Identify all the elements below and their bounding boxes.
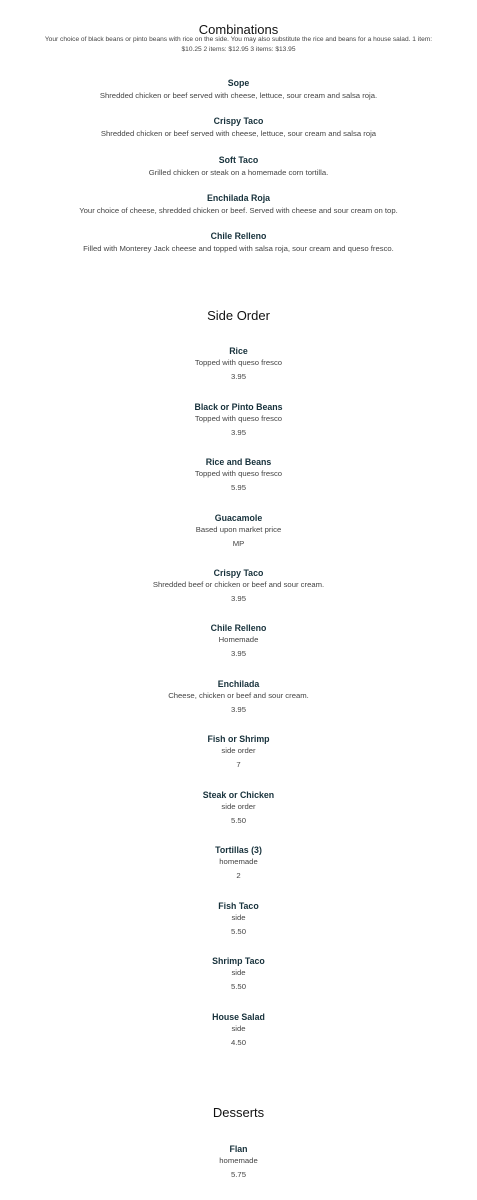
menu-item [0, 456, 477, 494]
menu-item-description: Topped with queso fresco [194, 358, 283, 367]
menu-item-description: Cheese, chicken or beef and sour cream. [168, 691, 309, 700]
menu-item-price: 3.95 [231, 649, 246, 658]
menu-item-description: Grilled chicken or steak on a homemade corn tortilla. [148, 168, 329, 177]
menu-item-price: 5.50 [231, 982, 246, 991]
menu-item-name: Enchilada Roja [206, 193, 271, 203]
menu-item-price: 5.95 [231, 483, 246, 492]
menu-item-name: House Salad [212, 1012, 265, 1022]
menu-item-name: Tortillas (3) [215, 845, 262, 855]
menu-item [0, 1143, 477, 1181]
menu-item [0, 512, 477, 550]
menu-item-description: Homemade [218, 635, 259, 644]
menu-item-price: 3.95 [231, 594, 246, 603]
menu-item-name: Sope [227, 78, 250, 88]
menu-item [0, 733, 477, 771]
menu-item [0, 401, 477, 439]
menu-item-name: Soft Taco [218, 155, 259, 165]
menu-item-name: Black or Pinto Beans [194, 402, 283, 412]
menu-item-price: 2 [236, 871, 241, 880]
menu-item-description: side [231, 1024, 246, 1033]
menu-item-name: Crispy Taco [213, 116, 264, 126]
menu-item [0, 955, 477, 993]
menu-item-price: 5.50 [231, 927, 246, 936]
menu-item [0, 622, 477, 660]
menu-item-description: Shredded chicken or beef served with cheese, lettuce, sour cream and salsa roja [100, 129, 377, 138]
menu-item-name: Guacamole [214, 513, 263, 523]
menu-item-price: 3.95 [231, 372, 246, 381]
menu-item [0, 789, 477, 827]
menu-item-name: Rice [229, 346, 248, 356]
menu-item-name: Fish Taco [218, 901, 259, 911]
menu-item-description: Your choice of cheese, shredded chicken or beef. Served with cheese and sour cream on top. [79, 206, 398, 215]
section-title-combinations: Combinations [198, 22, 279, 37]
menu-item-description: homemade [219, 857, 258, 866]
menu-item-price: 3.95 [231, 428, 246, 437]
menu-item [0, 77, 477, 102]
menu-item-description: Topped with queso fresco [194, 414, 283, 423]
menu-item-name: Crispy Taco [213, 568, 264, 578]
menu-item-name: Steak or Chicken [202, 790, 275, 800]
menu-item-description: side order [221, 802, 256, 811]
menu-item-name: Chile Relleno [210, 623, 267, 633]
section-description-combinations: Your choice of black beans or pinto beans with rice on the side. You may also substitute the rice and beans for a house salad. 1 item: $10.25 2 items: $12.95 3 items: $13.95 [44, 36, 433, 53]
menu-item-name: Enchilada [217, 679, 260, 689]
menu-item [0, 154, 477, 179]
menu-item [0, 678, 477, 716]
menu-item-description: Shredded beef or chicken or beef and sour cream. [152, 580, 325, 589]
menu-item [0, 1011, 477, 1049]
menu-item [0, 345, 477, 383]
section-title-side-order: Side Order [207, 308, 270, 323]
menu-item-name: Fish or Shrimp [207, 734, 270, 744]
menu-item-description: Shredded chicken or beef served with cheese, lettuce, sour cream and salsa roja. [99, 91, 378, 100]
menu-item-description: Topped with queso fresco [194, 469, 283, 478]
menu-item [0, 115, 477, 140]
menu-item-description: side [231, 913, 246, 922]
menu-item-name: Flan [229, 1144, 248, 1154]
section-title-desserts: Desserts [212, 1105, 265, 1120]
menu-item-price: MP [232, 539, 245, 548]
menu-item-description: Filled with Monterey Jack cheese and topped with salsa roja, sour cream and queso fresco. [83, 244, 394, 253]
menu-item-price: 4.50 [231, 1038, 246, 1047]
menu-item-price: 3.95 [231, 705, 246, 714]
menu-item [0, 192, 477, 217]
menu-item [0, 844, 477, 882]
menu-item-name: Chile Relleno [210, 231, 267, 241]
menu-item [0, 900, 477, 938]
menu-item-description: side order [221, 746, 256, 755]
menu-item-description: side [231, 968, 246, 977]
menu-item-price: 5.75 [231, 1170, 246, 1179]
menu-item-name: Shrimp Taco [212, 956, 265, 966]
menu-item-description: Based upon market price [195, 525, 282, 534]
menu-item [0, 567, 477, 605]
menu-item-name: Rice and Beans [205, 457, 272, 467]
menu-item [0, 230, 477, 255]
menu-item-price: 7 [236, 760, 241, 769]
menu-item-description: homemade [219, 1156, 258, 1165]
menu-item-price: 5.50 [231, 816, 246, 825]
